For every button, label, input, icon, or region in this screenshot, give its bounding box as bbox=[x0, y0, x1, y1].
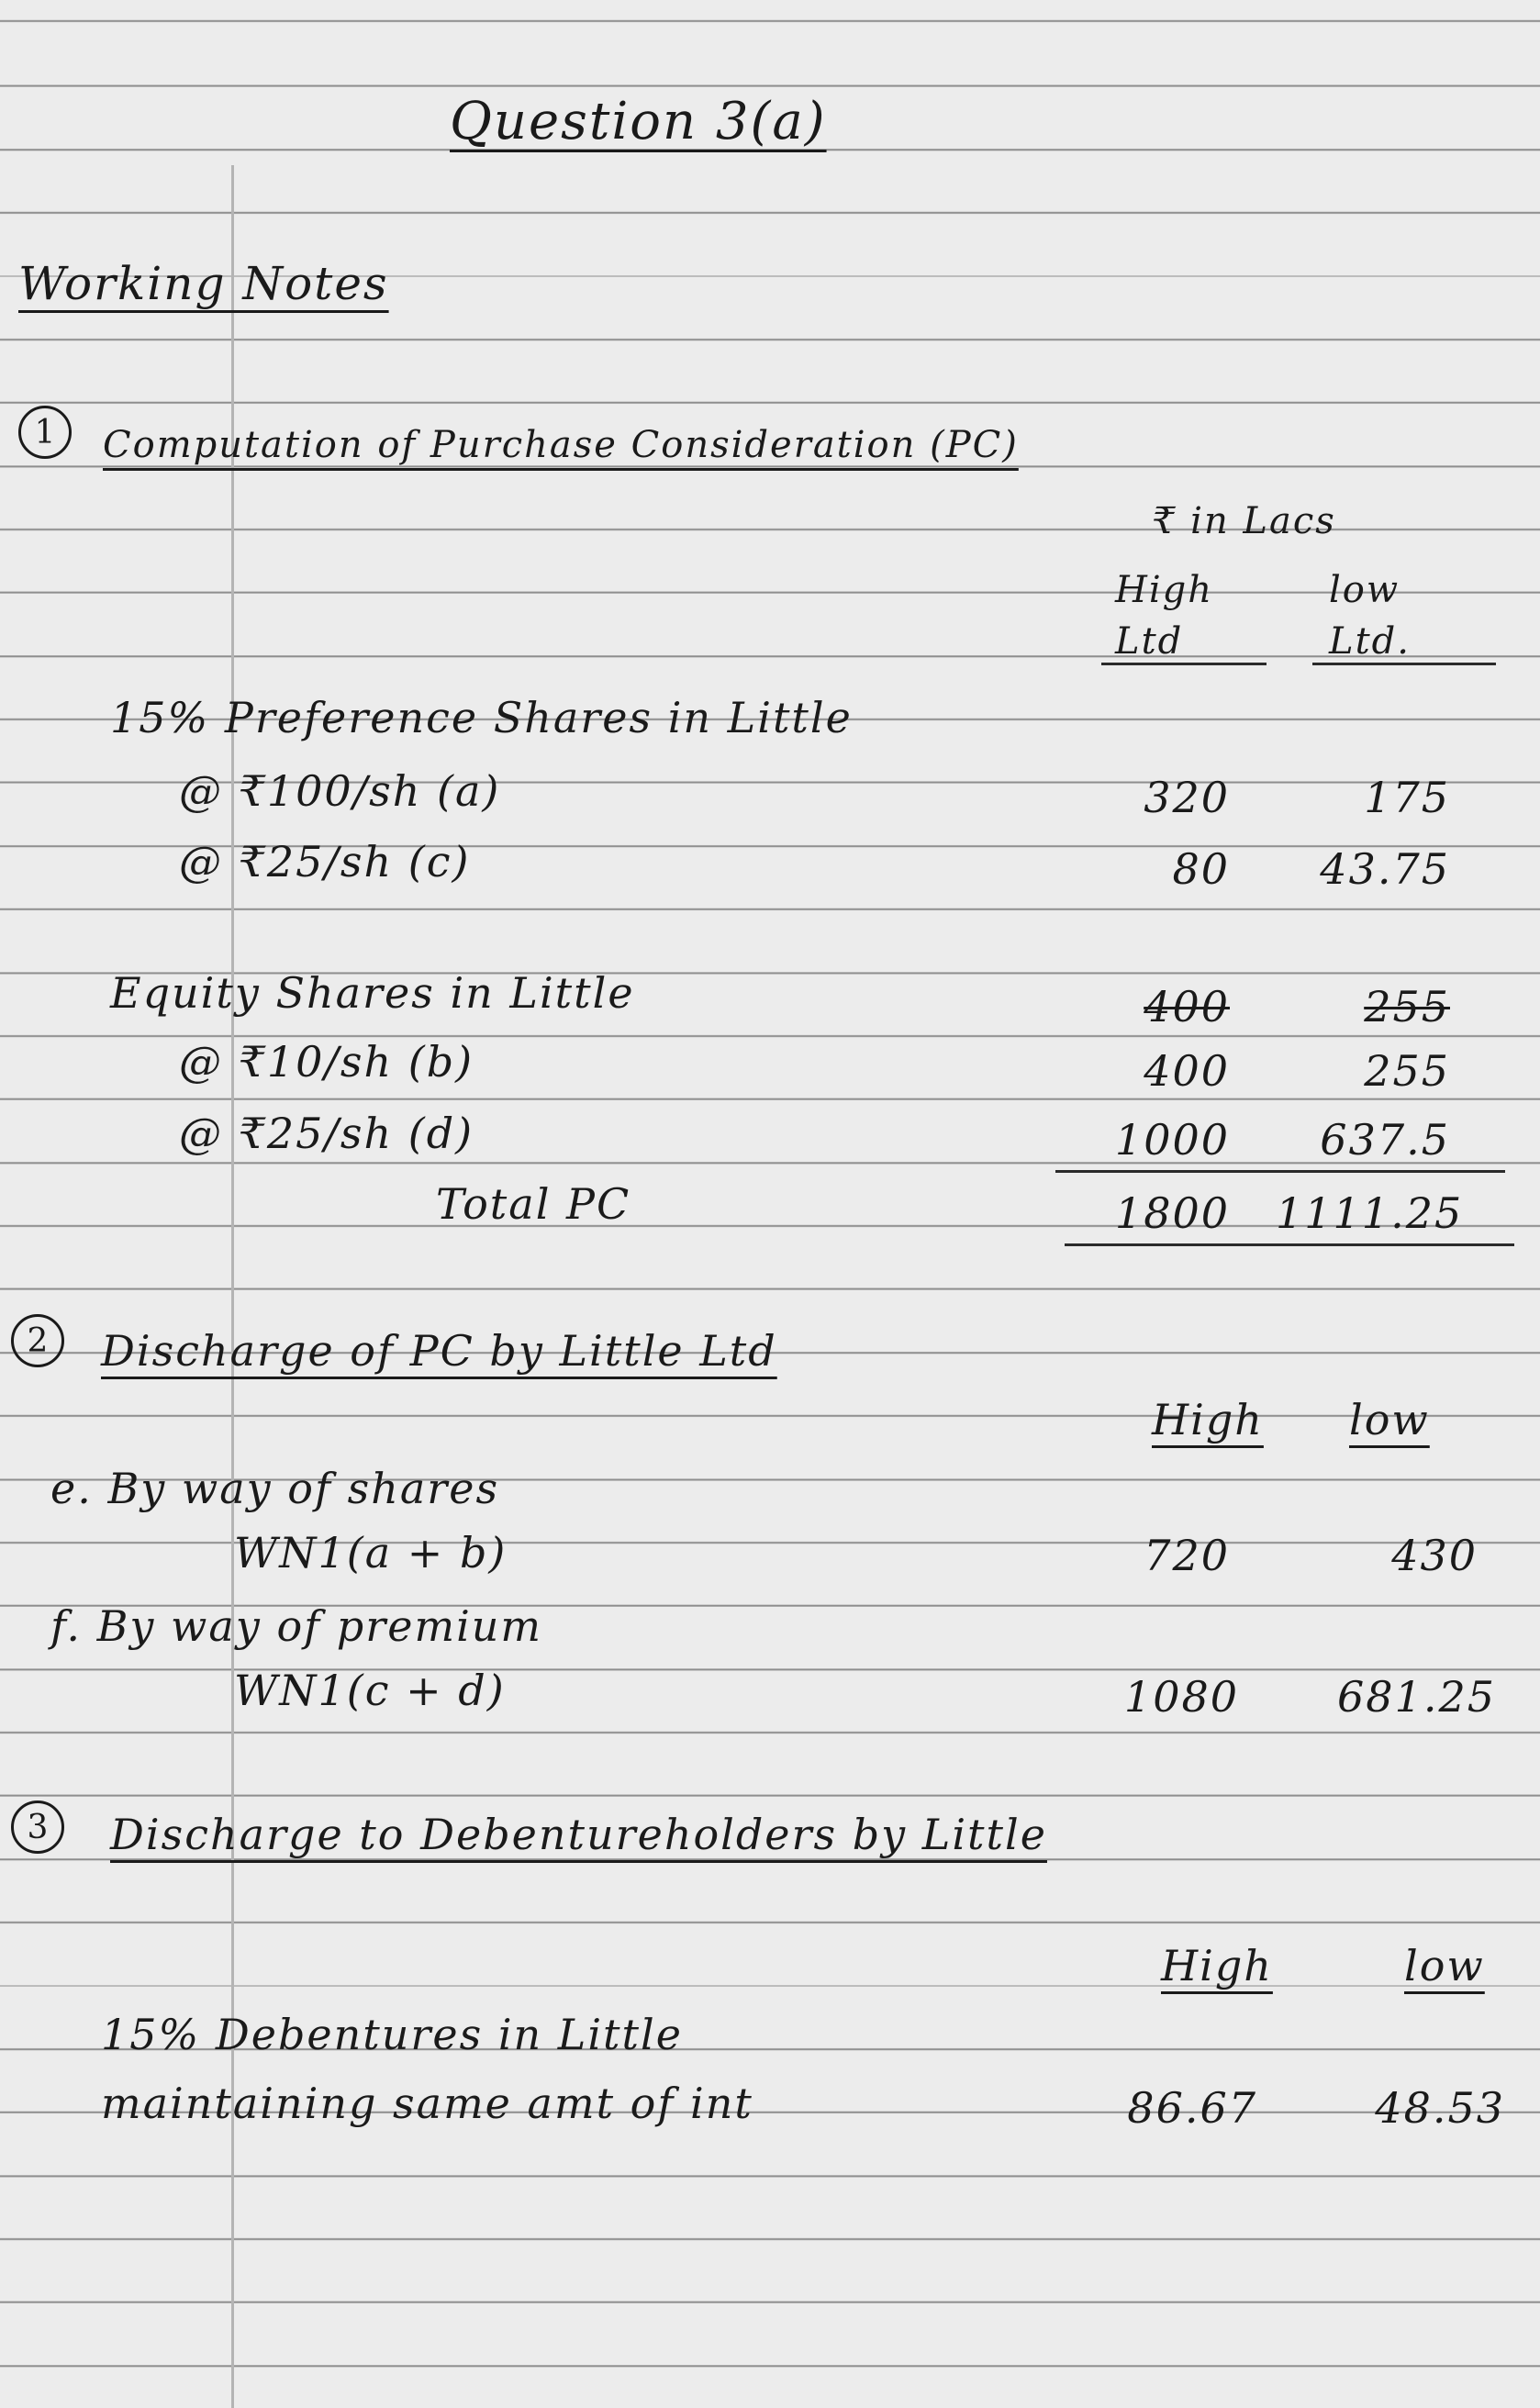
equity-row-label: @ ₹25/sh (d) bbox=[179, 1109, 474, 1158]
note2-heading: Discharge of PC by Little Ltd bbox=[101, 1326, 777, 1376]
note1-heading: Computation of Purchase Consideration (PC) bbox=[103, 424, 1019, 466]
pref-row-high: 80 bbox=[1172, 844, 1230, 894]
note-number-2: 2 bbox=[11, 1314, 64, 1367]
pref-row-low: 43.75 bbox=[1320, 844, 1450, 894]
col-low: low bbox=[1404, 1941, 1485, 1990]
f-sub: WN1(c + d) bbox=[234, 1666, 506, 1715]
margin-line bbox=[231, 165, 234, 2408]
working-notes-heading: Working Notes bbox=[18, 257, 389, 310]
struck-low: 255 bbox=[1364, 982, 1450, 1031]
total-top-rule bbox=[1055, 1170, 1505, 1173]
e-high: 720 bbox=[1144, 1531, 1230, 1580]
debentures-sub: maintaining same amt of int bbox=[101, 2079, 753, 2128]
equity-row-high: 400 bbox=[1144, 1046, 1230, 1096]
pref-shares-label: 15% Preference Shares in Little bbox=[110, 693, 853, 742]
note-number-3: 3 bbox=[11, 1800, 64, 1854]
page-title: Question 3(a) bbox=[450, 92, 827, 151]
col-low-underline bbox=[1312, 663, 1496, 665]
note-number-1: 1 bbox=[18, 406, 72, 459]
pref-row-label: @ ₹25/sh (c) bbox=[179, 837, 471, 886]
currency-unit: ₹ in Lacs bbox=[1152, 500, 1336, 542]
total-pc-label: Total PC bbox=[436, 1179, 631, 1229]
total-bottom-rule bbox=[1065, 1243, 1514, 1246]
e-label: e. By way of shares bbox=[50, 1464, 500, 1513]
deb-high: 86.67 bbox=[1127, 2083, 1257, 2133]
equity-row-high: 1000 bbox=[1114, 1115, 1230, 1165]
total-high: 1800 bbox=[1114, 1188, 1230, 1238]
e-sub: WN1(a + b) bbox=[234, 1528, 508, 1577]
deb-low: 48.53 bbox=[1375, 2083, 1505, 2133]
col-high: High bbox=[1161, 1941, 1273, 1990]
f-low: 681.25 bbox=[1337, 1672, 1496, 1722]
struck-high: 400 bbox=[1144, 982, 1230, 1031]
equity-row-label: @ ₹10/sh (b) bbox=[179, 1037, 474, 1087]
f-label: f. By way of premium bbox=[50, 1601, 543, 1651]
total-low: 1111.25 bbox=[1276, 1188, 1464, 1238]
equity-shares-label: Equity Shares in Little bbox=[110, 968, 635, 1018]
col-high: High bbox=[1152, 1395, 1264, 1444]
col-low-ltd: low Ltd. bbox=[1329, 569, 1411, 663]
equity-row-low: 255 bbox=[1364, 1046, 1450, 1096]
pref-row-low: 175 bbox=[1364, 773, 1450, 822]
col-high-ltd: High Ltd bbox=[1115, 569, 1214, 663]
note3-heading: Discharge to Debentureholders by Little bbox=[110, 1810, 1047, 1859]
col-low: low bbox=[1349, 1395, 1430, 1444]
pref-row-label: @ ₹100/sh (a) bbox=[179, 766, 501, 816]
col-high-underline bbox=[1101, 663, 1267, 665]
pref-row-high: 320 bbox=[1144, 773, 1230, 822]
e-low: 430 bbox=[1391, 1531, 1478, 1580]
equity-row-low: 637.5 bbox=[1320, 1115, 1450, 1165]
f-high: 1080 bbox=[1123, 1672, 1239, 1722]
debentures-label: 15% Debentures in Little bbox=[101, 2010, 683, 2059]
